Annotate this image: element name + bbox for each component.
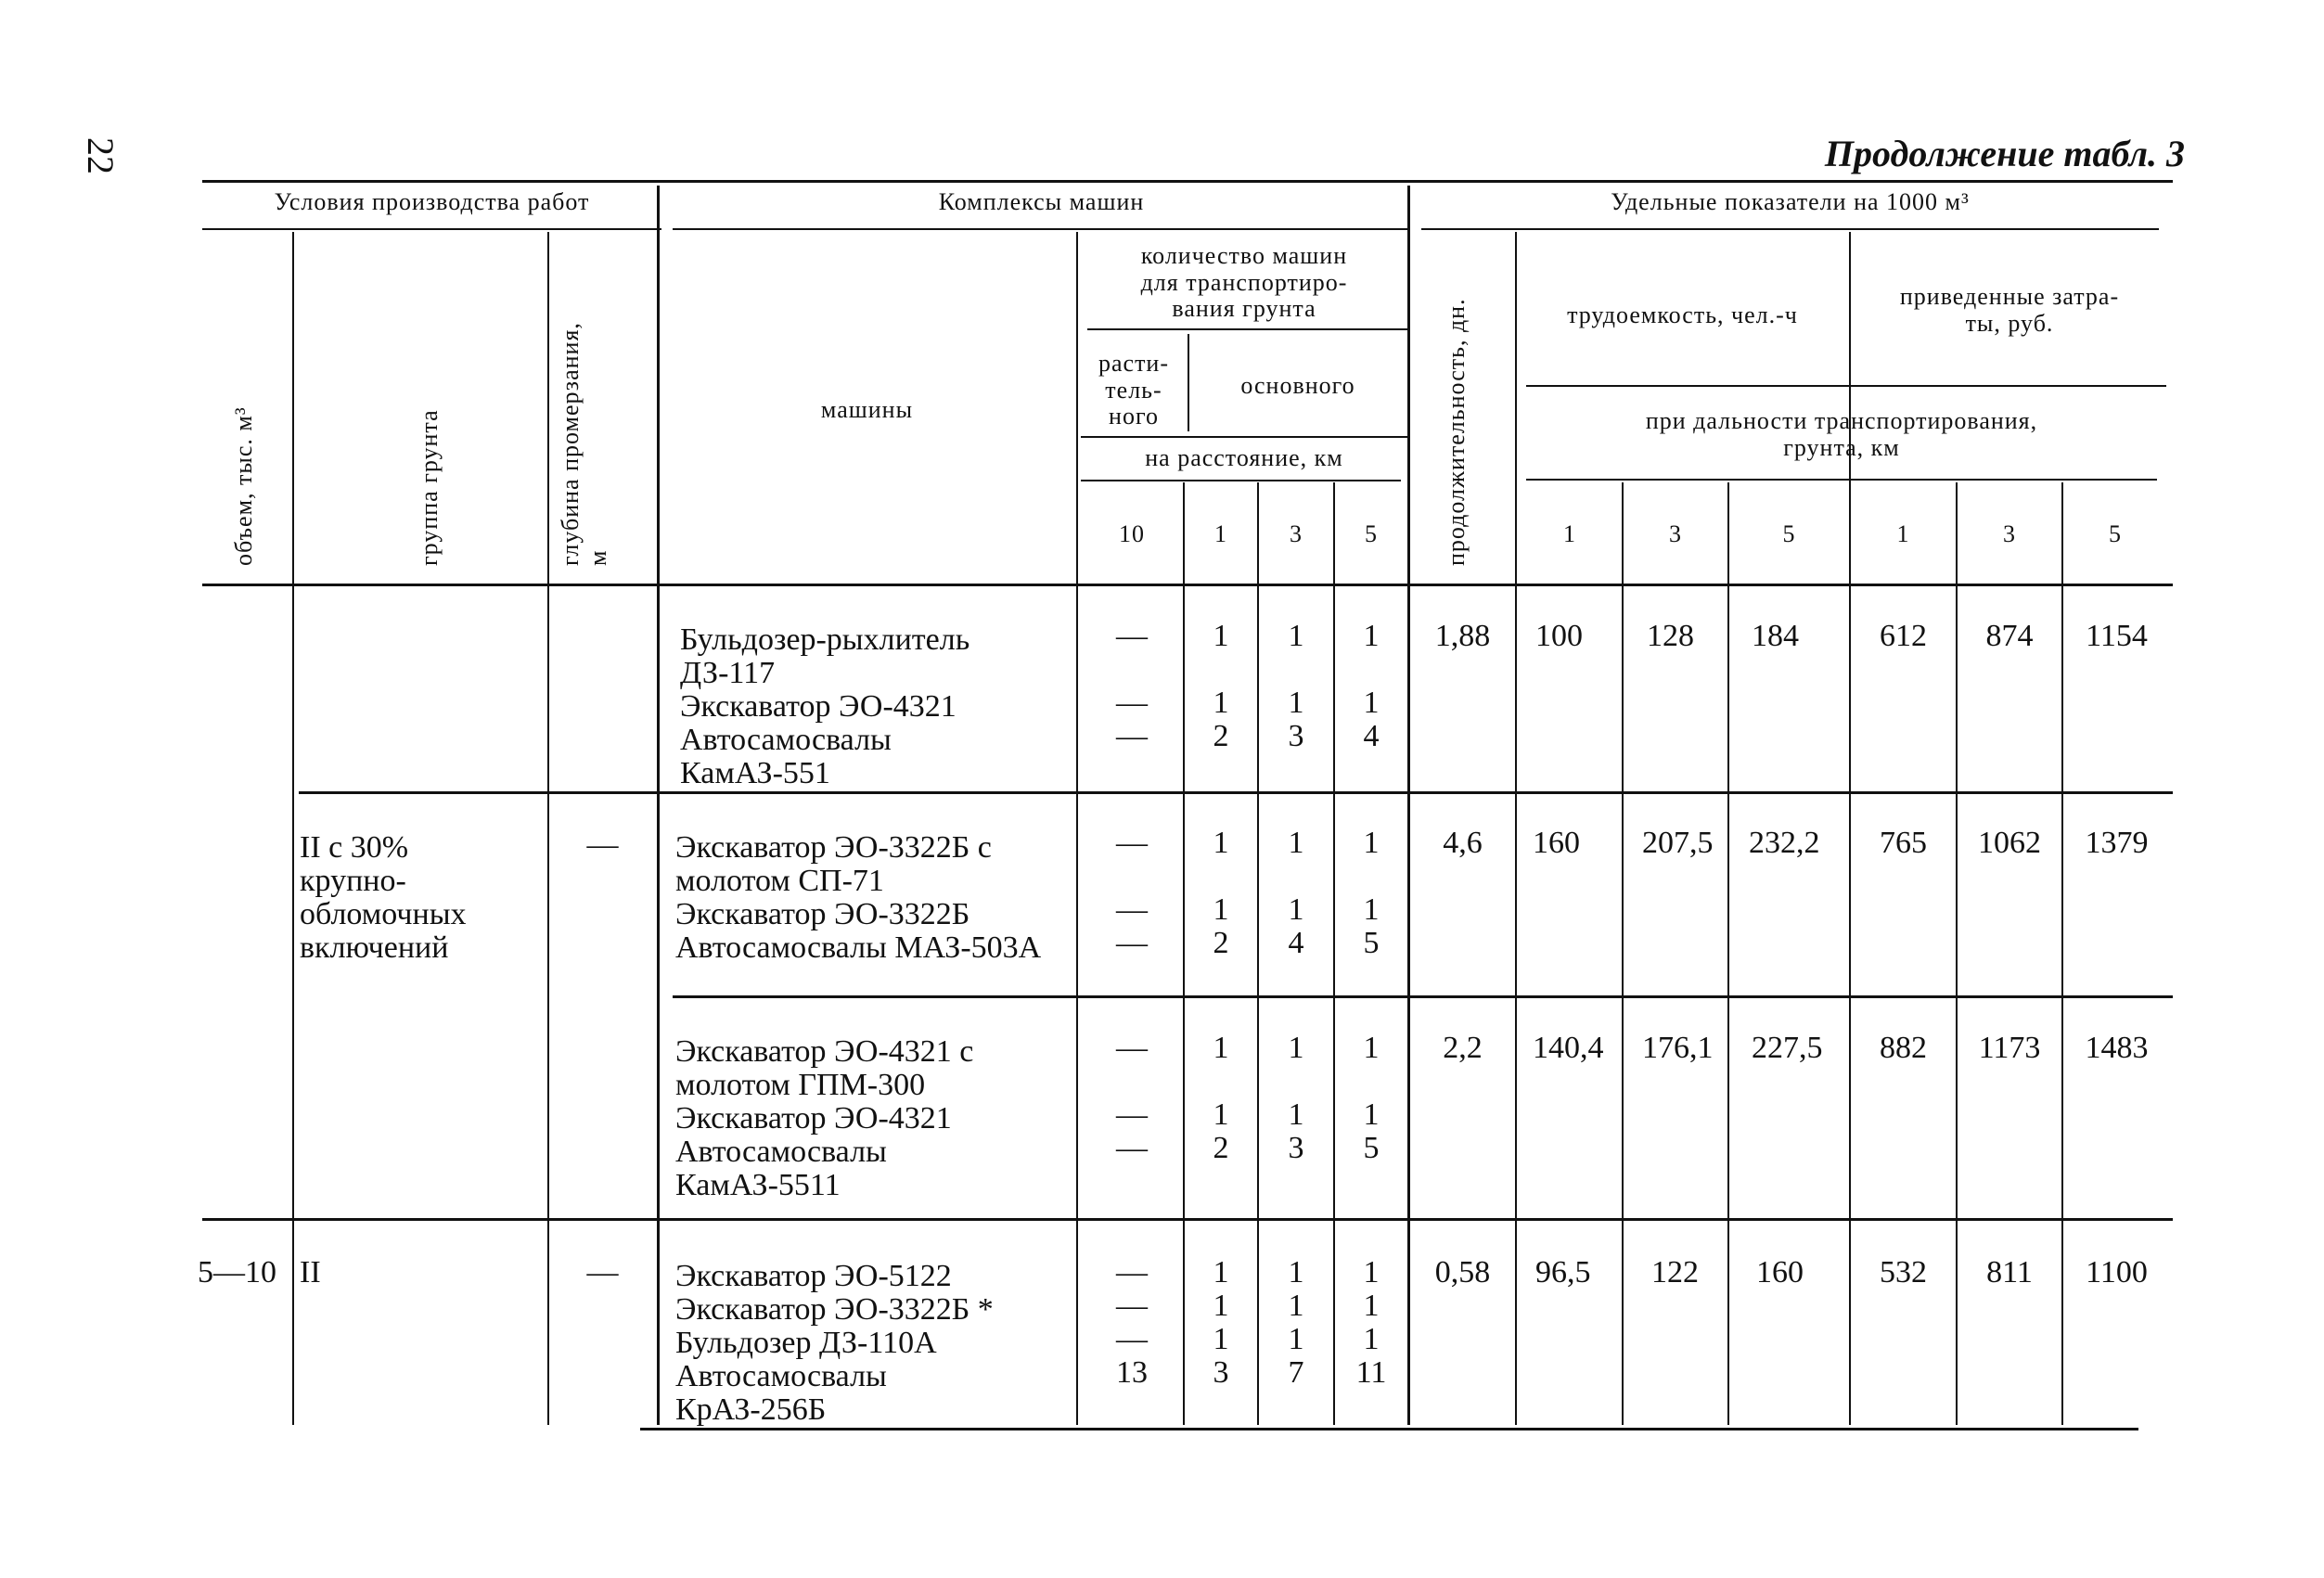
table-row-3-costs-5: 1483 (2085, 1031, 2149, 1065)
table-row-4-costs-3: 811 (1986, 1255, 2033, 1289)
table-row-2-soil-group: II с 30% крупно- обломочных включений (300, 830, 467, 965)
table-row-2-duration: 4,6 (1443, 826, 1483, 860)
table-row-1-duration: 1,88 (1434, 619, 1491, 653)
labor-km-1: 1 (1563, 520, 1576, 547)
volume-header: объем, тыс. м³ (230, 406, 257, 566)
frost-depth-header: глубина промерзания, м (557, 322, 611, 566)
table-row-4-q1: 1 1 1 3 (1213, 1255, 1229, 1390)
costs-km-5: 5 (2109, 520, 2122, 547)
dist-col-5: 5 (1365, 520, 1378, 547)
table-row-1-labor-1: 100 (1535, 619, 1583, 653)
table-row-3-machines: Экскаватор ЭО-4321 с молотом ГПМ-300 Экскаватор ЭО-4321 Автосамосвалы КамАЗ-5511 (675, 1034, 974, 1202)
page-number: 22 (80, 137, 122, 174)
table-row-1-machines: Бульдозер-рыхлитель ДЗ-117 Экскаватор ЭО-4321 Автосамосвалы КамАЗ-551 (680, 622, 970, 790)
section2-complexes-rule (673, 228, 1410, 230)
table-row-2-labor-5: 232,2 (1749, 826, 1820, 860)
machines-header: машины (820, 396, 914, 423)
table-row-2-labor-1: 160 (1533, 826, 1580, 860)
table-row-2-frost-depth: — (586, 827, 619, 862)
vline-volume (292, 232, 294, 1425)
at-distance-top-rule (1081, 436, 1407, 438)
top-rule (202, 180, 2173, 183)
labor-km-5: 5 (1782, 520, 1796, 547)
vline-soil (547, 232, 549, 1425)
topsoil-header: расти- тель- ного (1098, 350, 1169, 430)
vline-machines (657, 186, 660, 1425)
haul-top-rule (1526, 385, 2166, 387)
table-row-3-labor-3: 176,1 (1642, 1031, 1714, 1065)
vline-labor5 (1727, 482, 1729, 1425)
vline-q10 (1076, 232, 1078, 1425)
labor-km-3: 3 (1669, 520, 1682, 547)
row3-bottom-rule (202, 1218, 2173, 1221)
complexes-header: Комплексы машин (938, 188, 1145, 215)
table-row-4-q3: 1 1 1 7 (1288, 1255, 1304, 1390)
table-row-3-labor-5: 227,5 (1752, 1031, 1823, 1065)
indicators-header: Удельные показатели на 1000 м³ (1611, 188, 1970, 215)
table-row-1-labor-3: 128 (1647, 619, 1694, 653)
costs-km-3: 3 (2003, 520, 2016, 547)
table-row-4-q10: — — — 13 (1116, 1255, 1148, 1390)
table-row-3-q10: — — — (1116, 1031, 1148, 1165)
table-row-2-costs-5: 1379 (2085, 826, 2149, 860)
table-row-1-costs-5: 1154 (2086, 619, 2148, 653)
table-row-1-labor-5: 184 (1752, 619, 1799, 653)
table-row-4-q5: 1 1 1 11 (1355, 1255, 1387, 1390)
haul-distance-header: при дальности транспортирования, грунта, км (1645, 407, 2038, 461)
table-row-4-frost-depth: — (586, 1255, 619, 1289)
table-row-4-soil-group: II (300, 1255, 321, 1289)
table-row-4-duration: 0,58 (1434, 1255, 1491, 1289)
row1-bottom-rule (299, 791, 2173, 794)
table-row-1-q3: 1 1 3 (1288, 619, 1304, 753)
at-distance-header: на расстояние, км (1145, 444, 1343, 471)
table-row-3-q1: 1 1 2 (1213, 1031, 1229, 1165)
conditions-header: Условия производства работ (274, 188, 590, 215)
table-bottom-rule (640, 1428, 2138, 1430)
costs-km-1: 1 (1896, 520, 1910, 547)
vline-labor3 (1622, 482, 1624, 1425)
table-row-3-duration: 2,2 (1443, 1031, 1483, 1065)
table-row-4-volume: 5—10 (198, 1255, 276, 1289)
table-row-4-machines: Экскаватор ЭО-5122 Экскаватор ЭО-3322Б * Бульдозер ДЗ-110А Автосамосвалы КрАЗ-256Б (675, 1259, 994, 1427)
section1-conditions-rule (202, 228, 661, 230)
vline-labor (1515, 232, 1517, 1425)
table-row-2-q1: 1 1 2 (1213, 826, 1229, 960)
table-row-3-costs-1: 882 (1880, 1031, 1927, 1065)
table-row-2-q5: 1 1 5 (1363, 826, 1380, 960)
table-row-2-machines: Экскаватор ЭО-3322Б с молотом СП-71 Экскаватор ЭО-3322Б Автосамосвалы МАЗ-503А (675, 831, 1042, 965)
table-row-2-q10: — — — (1116, 826, 1148, 960)
table-row-4-labor-1: 96,5 (1535, 1255, 1591, 1289)
table-caption: Продолжение табл. 3 (1824, 133, 2185, 174)
table-row-2-labor-3: 207,5 (1642, 826, 1714, 860)
table-row-1-costs-3: 874 (1985, 619, 2034, 653)
soil-group-header: группа грунта (416, 409, 443, 566)
table-row-4-costs-1: 532 (1880, 1255, 1927, 1289)
main-header: основного (1240, 372, 1355, 399)
haul-bottom-rule (1526, 479, 2157, 481)
table-row-3-q3: 1 1 3 (1288, 1031, 1304, 1165)
vline-topsoil (1188, 334, 1189, 431)
reduced-costs-header: приведенные затра- ты, руб. (1899, 283, 2120, 337)
table-row-4-labor-5: 160 (1756, 1255, 1804, 1289)
table-row-2-costs-1: 765 (1880, 826, 1927, 860)
dist-col-10: 10 (1119, 520, 1145, 547)
duration-header: продолжительность, дн. (1443, 298, 1470, 566)
table-row-4-labor-3: 122 (1651, 1255, 1699, 1289)
at-distance-bottom-rule (1081, 480, 1401, 481)
table-row-4-costs-5: 1100 (2086, 1255, 2148, 1289)
table-row-1-q10: — — — (1116, 619, 1148, 753)
table-row-2-q3: 1 1 4 (1288, 826, 1304, 960)
header-bottom-rule (202, 584, 2173, 586)
table-row-1-q1: 1 1 2 (1213, 619, 1229, 753)
labor-header: трудоемкость, чел.-ч (1567, 301, 1798, 328)
section3-indicators-rule (1421, 228, 2159, 230)
table-row-1-q5: 1 1 4 (1363, 619, 1380, 753)
table-row-3-labor-1: 140,4 (1533, 1031, 1604, 1065)
machine-count-header: количество машин для транспортиро- вания грунта (1140, 242, 1348, 323)
table-row-3-q5: 1 1 5 (1363, 1031, 1380, 1165)
table-row-2-costs-3: 1062 (1978, 826, 2041, 860)
count-under-rule (1087, 328, 1407, 330)
table-row-3-costs-3: 1173 (1978, 1031, 2041, 1065)
row2-bottom-rule (673, 995, 2173, 998)
dist-col-1: 1 (1214, 520, 1227, 547)
vline-duration (1407, 186, 1410, 1425)
table-row-1-costs-1: 612 (1880, 619, 1927, 653)
dist-col-3: 3 (1290, 520, 1303, 547)
